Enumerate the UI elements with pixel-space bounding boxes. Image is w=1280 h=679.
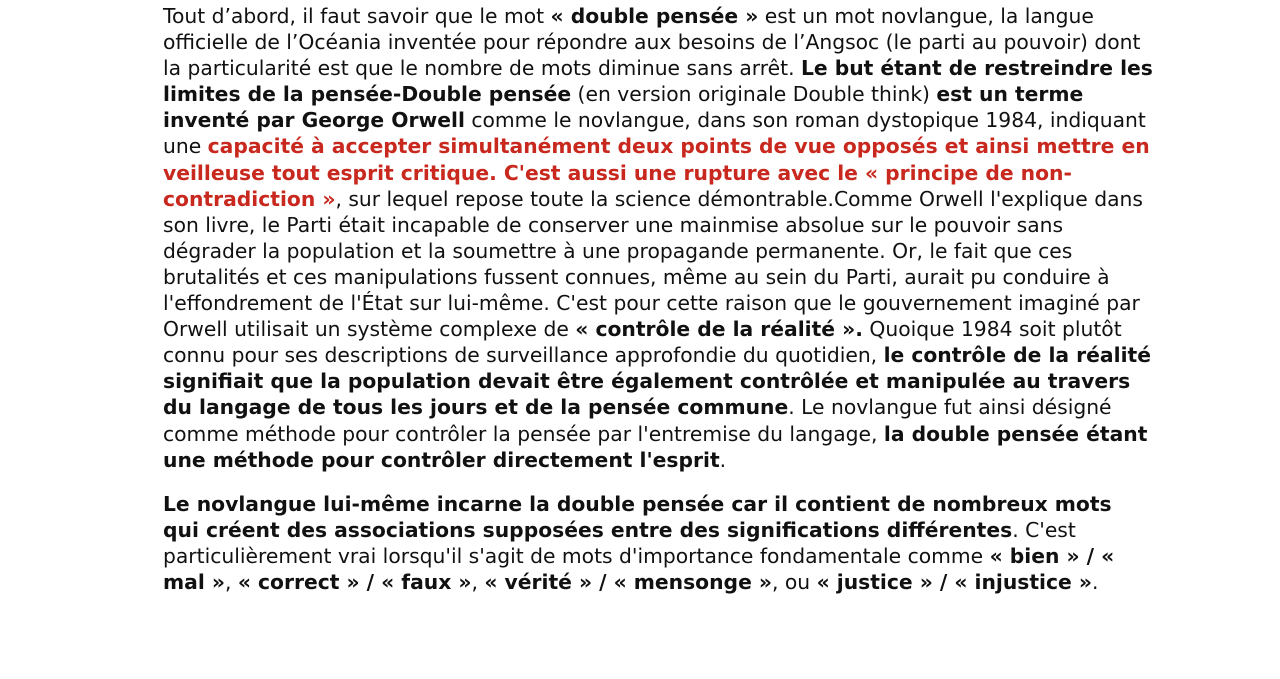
bold-span: « correct » / « faux » [237, 569, 472, 594]
bold-span: Le novlangue lui-même incarne la double pensée car il contient de nombreux mots qui créent des associations supposées entre des significations différentes [163, 491, 1112, 542]
text-span: est un mot novlangue, la langue officielle de l’Océania inventée pour répondre aux besoins de l’Angsoc (le parti au pouvoir) dont la particularité est que le nombre de mots diminue sans arrêt. [163, 4, 1141, 81]
text-span: , ou [772, 569, 817, 594]
bold-span: le contrôle de la réalité signifiait que la population devait être également contrôlée et manipulée au travers du langage de tous les jours et de la pensée commune [163, 343, 1151, 420]
text-span: Tout d’abord, il faut savoir que le mot [163, 4, 551, 28]
text-span: . Le novlangue fut ainsi désigné comme méthode pour contrôler la pensée par l'entremise du langage, [163, 395, 1112, 446]
bold-span: est un terme inventé par George Orwell [163, 82, 1084, 133]
text-span: comme le novlangue, dans son roman dystopique 1984, indiquant une [163, 108, 1146, 159]
text-span: , [224, 569, 238, 594]
bold-span: « double pensée » [550, 4, 759, 28]
paragraph-double-pensee-definition [163, 3, 1153, 473]
text-span: Quoique 1984 soit plutôt connu pour ses descriptions de surveillance approfondie du quotidien, [163, 317, 1122, 368]
paragraph-novlangue [163, 491, 1153, 595]
text-span: . C'est particulièrement vrai lorsqu'il s'agit de mots d'importance fondamentale comme [163, 517, 1076, 568]
text-span: . [719, 447, 727, 472]
bold-span: « bien » / « mal » [163, 543, 1115, 594]
text-span: , sur lequel repose toute la science démontrable.Comme Orwell l'explique dans son livre, le Parti était incapable de conserver une mainmise absolue sur le pouvoir sans dégrader la population et la soumettre à une propagande permanente. Or, le fait que ces brutalités et ces manipulations fussent connues, même au sein du Parti, aurait pu conduire à l'effondrement de l'État sur lui-même. C'est pour cette raison que le gouvernement imaginé par Orwell utilisait un système complexe de [163, 186, 1143, 342]
bold-span: « justice » / « injustice » [816, 569, 1092, 594]
text-span: (en version originale Double think) [571, 82, 937, 107]
text-span: , [471, 569, 485, 594]
article-text [163, 3, 1153, 595]
bold-span: Le but étant de restreindre les limites de la pensée-Double pensée [163, 56, 1153, 107]
text-span: . [1091, 569, 1099, 594]
bold-span: la double pensée étant une méthode pour contrôler directement l'esprit [163, 421, 1148, 472]
bold-span: « vérité » / « mensonge » [484, 569, 772, 594]
bold-span: « contrôle de la réalité ». [575, 317, 863, 342]
highlighted-red-span: capacité à accepter simultanément deux points de vue opposés et ainsi mettre en veilleuse tout esprit critique. C'est aussi une rupture avec le « principe de non-contradiction » [163, 134, 1150, 211]
